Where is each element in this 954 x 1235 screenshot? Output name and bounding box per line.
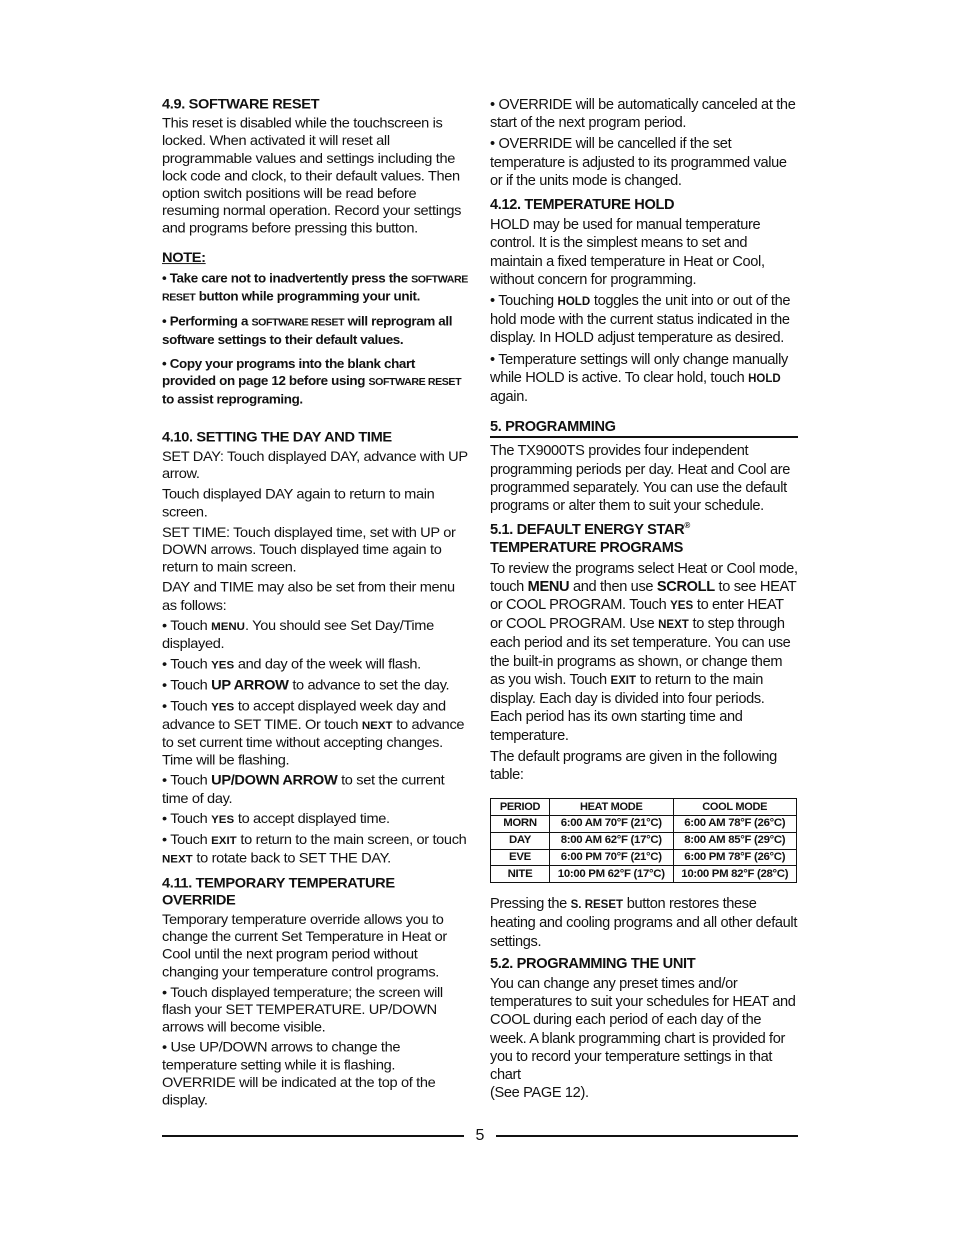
key-label: MENU	[211, 621, 245, 633]
paragraph: (See PAGE 12).	[490, 1085, 589, 1102]
table-row	[491, 832, 797, 849]
key-label: SCROLL	[656, 578, 715, 595]
section-heading: 5. PROGRAMMING	[490, 418, 798, 438]
key-label: NEXT	[162, 853, 193, 866]
footer-rule-left	[162, 1135, 464, 1137]
paragraph: Touch displayed DAY again to return to main screen.	[162, 487, 435, 521]
table-cell: DAY	[491, 832, 550, 849]
section-title: 4.12. TEMPERATURE HOLD	[490, 197, 675, 214]
paragraph: HOLD may be used for manual temperature control. It is the simplest means to set and maintain a fixed temperature in Heat or Cool, without concern for programming.	[490, 217, 765, 288]
paragraph: SET DAY: Touch displayed DAY, advance with UP arrow.	[162, 449, 468, 483]
table-header: COOL MODE	[673, 799, 797, 816]
key-label: YES	[670, 600, 694, 613]
key-label: HOLD	[748, 372, 781, 385]
page-number: 5	[475, 1127, 485, 1144]
table-cell: 8:00 AM 85°F (29°C)	[673, 832, 797, 849]
bullet-item: • Touch YES to accept displayed time.	[162, 811, 390, 827]
left-column	[162, 96, 468, 1112]
paragraph: Temporary temperature override allows you to change the current Set Temperature in Heat or Cool until the next program period without changing your temperature control programs.	[162, 912, 447, 980]
key-label: YES	[211, 814, 235, 826]
page-footer	[162, 1125, 798, 1149]
key-label: NEXT	[658, 619, 689, 632]
table-cell: MORN	[491, 815, 550, 832]
key-label: EXIT	[610, 674, 637, 687]
table-header-row	[491, 799, 797, 816]
section-title: 4.9. SOFTWARE RESET	[162, 96, 320, 113]
table-cell: 6:00 PM 70°F (21°C)	[550, 849, 674, 866]
table-cell: 6:00 PM 78°F (26°C)	[673, 849, 797, 866]
bullet-item: • Touch MENU. You should see Set Day/Time displayed.	[162, 618, 434, 653]
key-label: MENU	[527, 578, 570, 595]
key-label: NEXT	[361, 720, 393, 732]
registered-mark: ®	[684, 521, 690, 531]
paragraph: Pressing the S. RESET button restores these heating and cooling programs and all other default settings.	[490, 896, 798, 950]
table-cell: 6:00 AM 70°F (21°C)	[550, 815, 674, 832]
table-header: HEAT MODE	[550, 799, 674, 816]
key-label: YES	[211, 701, 235, 714]
table-cell: 6:00 AM 78°F (26°C)	[673, 815, 797, 832]
table-cell: 10:00 PM 62°F (17°C)	[550, 866, 674, 883]
bullet-item: • Touch displayed temperature; the screen will flash your SET TEMPERATURE. UP/DOWN arrows will become visible.	[162, 984, 443, 1036]
table-header: PERIOD	[491, 799, 550, 816]
section-title: 5.1. DEFAULT ENERGY STAR® TEMPERATURE PROGRAMS	[490, 521, 690, 557]
note-heading: NOTE:	[162, 250, 206, 266]
bullet-item: • Touch UP ARROW to advance to set the day.	[162, 678, 450, 694]
footer-rule-right	[496, 1135, 798, 1137]
key-label: SOFTWARE RESET	[162, 273, 468, 304]
section-title: 5.2. PROGRAMMING THE UNIT	[490, 955, 696, 972]
default-programs-table	[490, 798, 797, 883]
table-cell: NITE	[491, 866, 550, 883]
section-title: 4.10. SETTING THE DAY AND TIME	[162, 430, 392, 446]
key-label: SOFTWARE RESET	[368, 376, 462, 388]
paragraph: This reset is disabled while the touchscreen is locked. When activated it will reset all programmable values and settings including the lock code and clock, to their default values. Then option switch positions will be read before resuming normal operation. Record your settings and programs before pressing this button.	[162, 116, 462, 237]
key-label: SOFTWARE RESET	[251, 316, 345, 329]
note-item: • Performing a SOFTWARE RESET will reprogram all software settings to their default values.	[162, 313, 453, 347]
bullet-item: • Use UP/DOWN arrows to change the temperature setting while it is flashing. OVERRIDE will be indicated at the top of the display.	[162, 1040, 436, 1109]
table-cell: 10:00 PM 82°F (28°C)	[673, 866, 797, 883]
note-item: • Copy your programs into the blank chart provided on page 12 before using SOFTWARE RESET to assist reprograming.	[162, 356, 462, 407]
bullet-item: • Touching HOLD toggles the unit into or out of the hold mode with the current status indicated in the display. In HOLD adjust temperature as desired.	[490, 293, 791, 347]
key-label: HOLD	[557, 296, 591, 309]
bullet-item: • OVERRIDE will be cancelled if the set temperature is adjusted to its programmed value or if the units mode is changed.	[490, 136, 787, 189]
right-column	[490, 96, 798, 1105]
table-row	[491, 815, 797, 832]
key-label: UP/DOWN ARROW	[211, 773, 338, 789]
bullet-item: • Touch EXIT to return to the main screen, or touch NEXT to rotate back to SET THE DAY.	[162, 832, 467, 867]
bullet-item: • Touch UP/DOWN ARROW to set the current time of day.	[162, 773, 445, 807]
key-label: UP ARROW	[211, 678, 289, 694]
bullet-item: • OVERRIDE will be automatically canceled at the start of the next program period.	[490, 97, 796, 132]
key-label: S. RESET	[570, 899, 624, 912]
paragraph: The default programs are given in the following table:	[490, 748, 777, 783]
bullet-item: • Touch YES to accept displayed week day and advance to SET TIME. Or touch NEXT to advance to set current time without accepting changes. Time will be flashing.	[162, 698, 465, 769]
table-row	[491, 866, 797, 883]
bullet-item: • Touch YES and day of the week will flash.	[162, 657, 421, 673]
paragraph: DAY and TIME may also be set from their menu as follows:	[162, 580, 455, 614]
section-title: 4.11. TEMPORARY TEMPERATURE OVERRIDE	[162, 875, 395, 909]
table-cell: 8:00 AM 62°F (17°C)	[550, 832, 674, 849]
table-row	[491, 849, 797, 866]
paragraph: You can change any preset times and/or temperatures to suit your schedules for HEAT and COOL during each period of each day of the week. A blank programming chart is provided for you to record your temperature settings in that chart	[490, 975, 796, 1083]
paragraph: The TX9000TS provides four independent programming periods per day. Heat and Cool are programmed separately. You can use the default programs or alter them to suit your schedule.	[490, 443, 790, 515]
key-label: YES	[211, 659, 235, 672]
paragraph: To review the programs select Heat or Cool mode, touch MENU and then use SCROLL to see HEAT or COOL PROGRAM. Touch YES to enter HEAT or COOL PROGRAM. Use NEXT to step through each period and its set temperature. You can use the built-in programs as shown, or change them as you wish. Touch EXIT to return to the main display. Each day is divided into four periods. Each period has its own starting time and temperature.	[490, 560, 798, 744]
paragraph: SET TIME: Touch displayed time, set with UP or DOWN arrows. Touch displayed time again to return to main screen.	[162, 525, 456, 576]
bullet-item: • Temperature settings will only change manually while HOLD is active. To clear hold, touch HOLD again.	[490, 351, 788, 406]
table-cell: EVE	[491, 849, 550, 866]
note-item: • Take care not to inadvertently press the SOFTWARE RESET button while programming your unit.	[162, 270, 468, 304]
key-label: EXIT	[211, 835, 237, 848]
